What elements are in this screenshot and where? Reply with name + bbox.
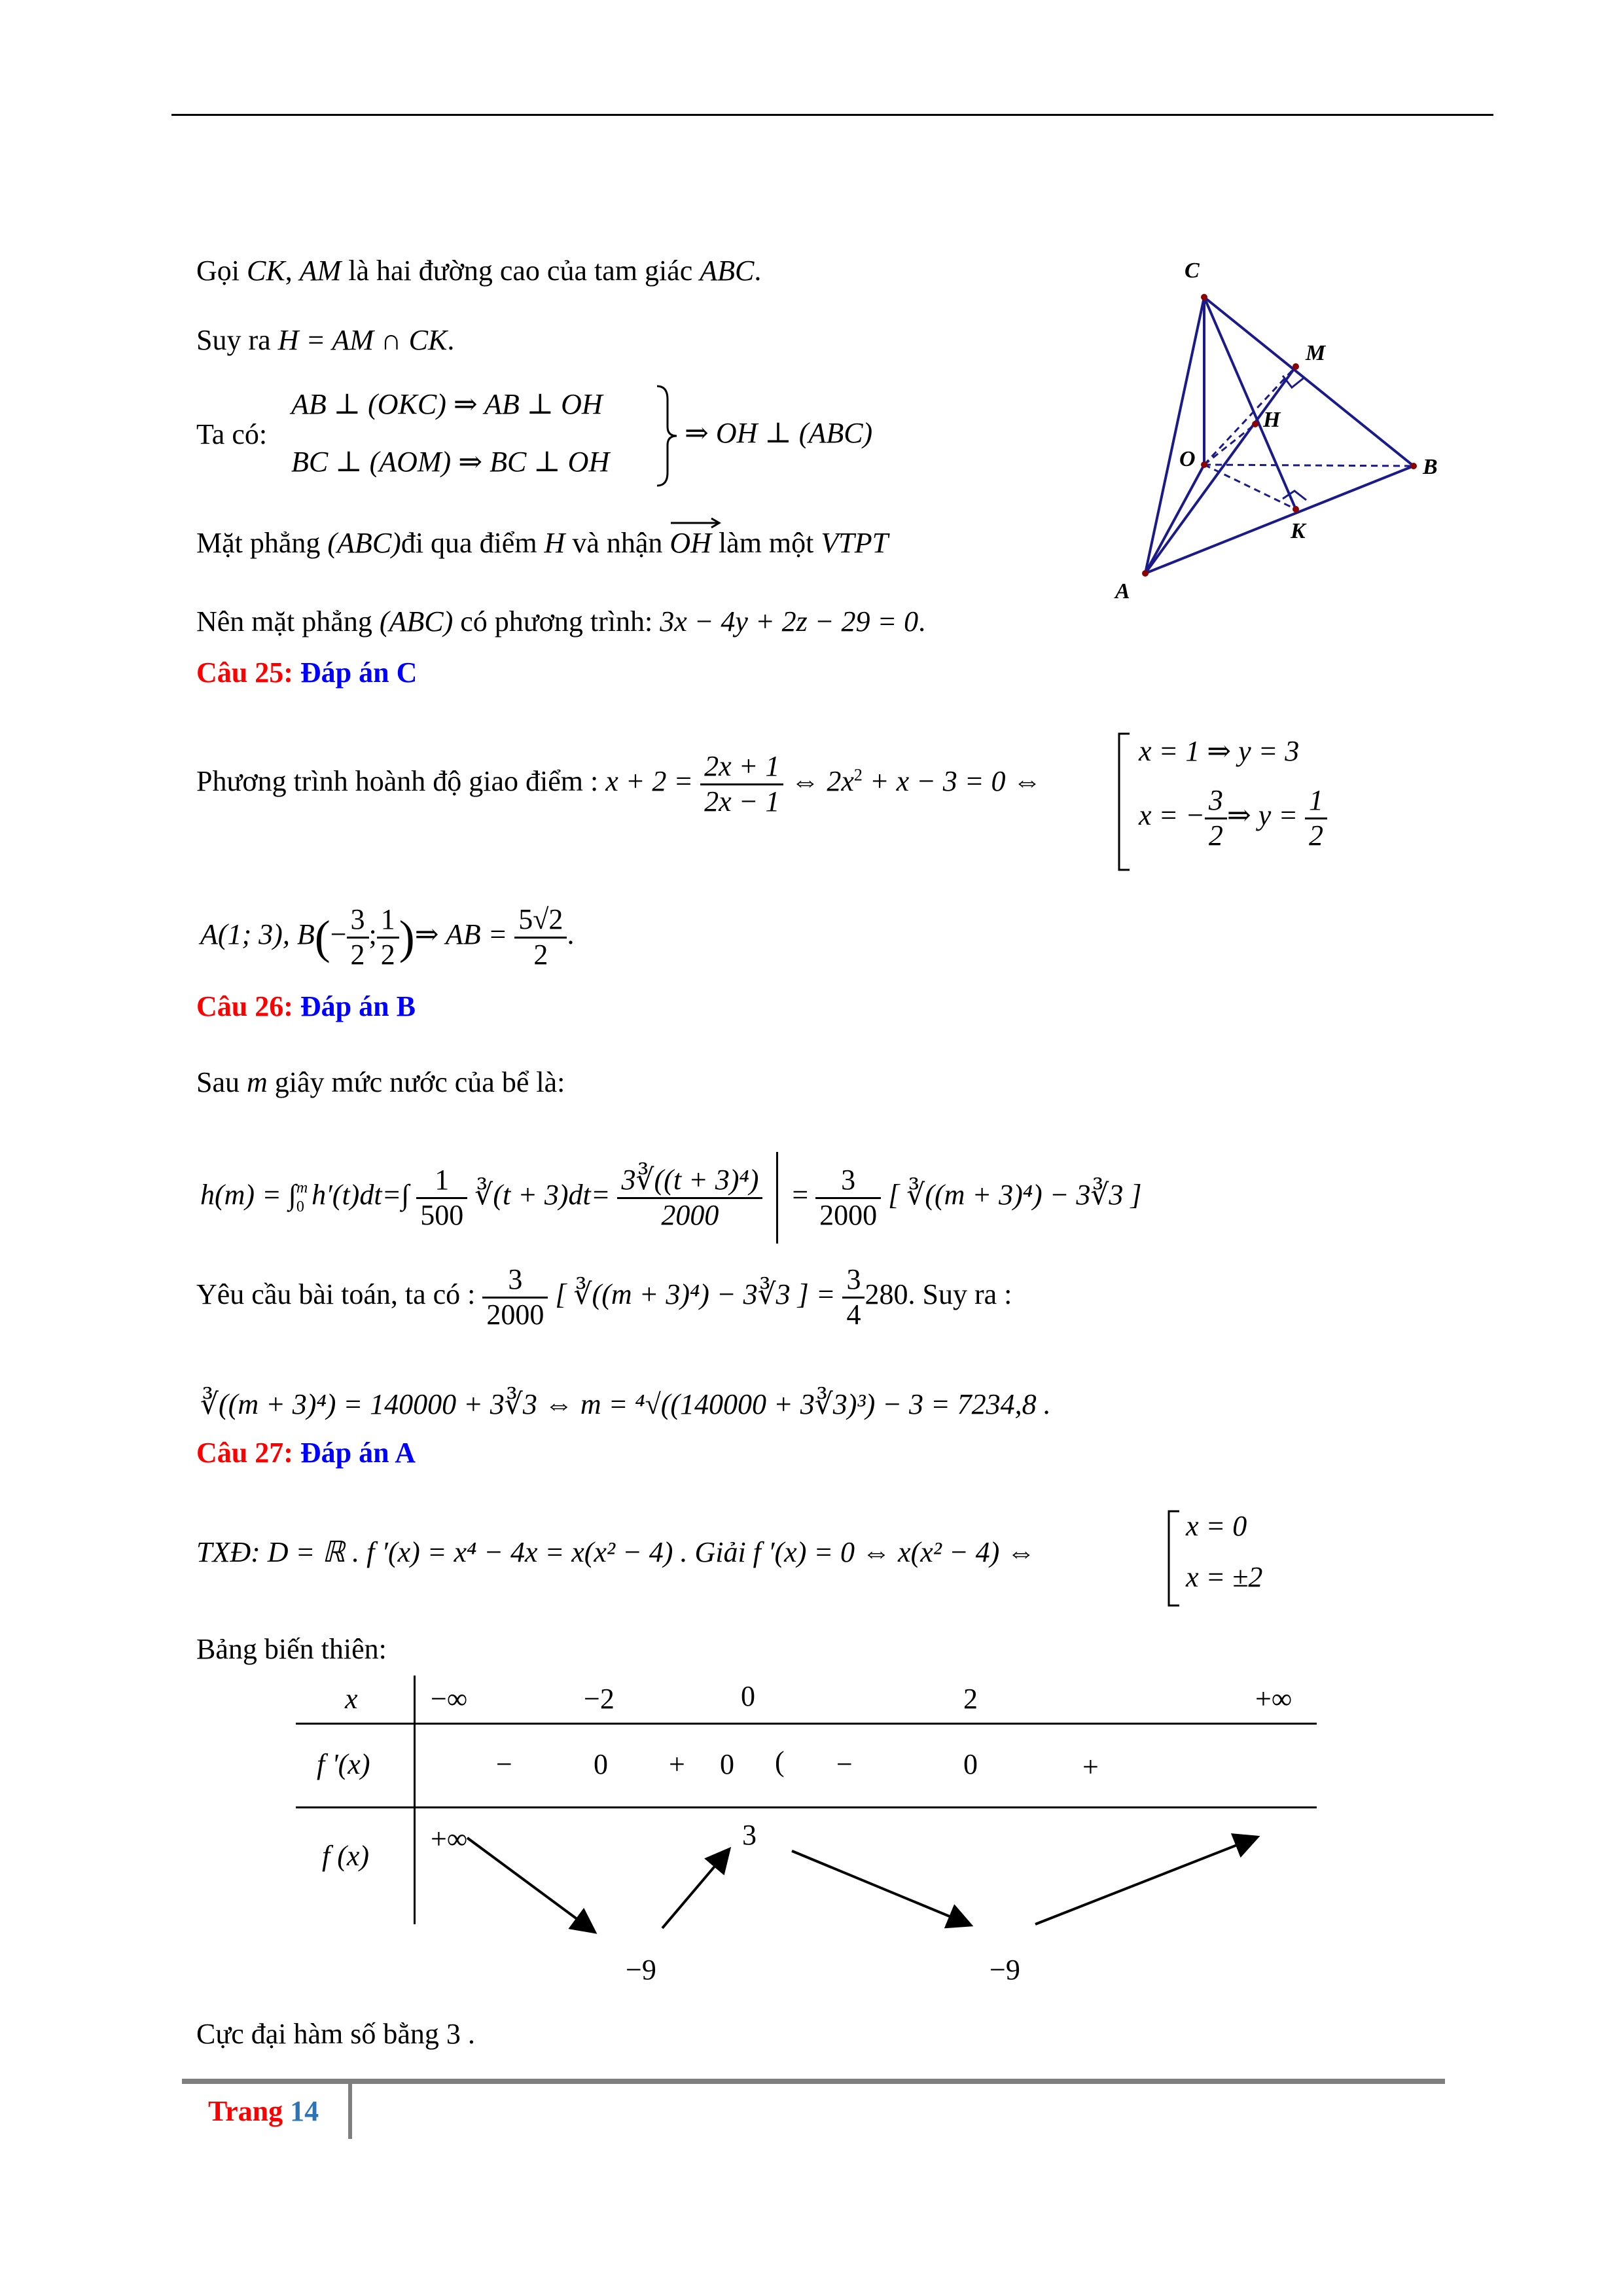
fp-sign-1: − [496,1748,512,1780]
q26-requirement-line: Yêu cầu bài toán, ta có : $\frac{3}{2000}$ [ ∛((m + 3)⁴) − 3∛3 ] = $\frac{3}{4}$ 280. Suy ra : [196,1263,1012,1331]
tetrahedron-figure [1106,255,1472,622]
q26-intro: Sau m giây mức nước của bể là: [196,1066,565,1098]
x-val-pos-inf: +∞ [1255,1683,1293,1715]
system-result: ⇒ OH ⊥ (ABC) [685,417,873,449]
q27-sys-row2: x = ±2 [1186,1561,1263,1593]
table-hline-1 [296,1723,1317,1725]
x-val-2: 2 [963,1683,978,1715]
edge-OM [1204,367,1296,465]
right-angle-M [1283,376,1305,387]
f-top-mid: 3 [742,1819,757,1851]
variation-table-label: Bảng biến thiên: [196,1633,387,1665]
label-H: H [1263,408,1281,432]
edge-CK [1204,297,1296,509]
q26-solution-line: ∛((m + 3)⁴) = 140000 + 3∛3 ⇔ m = ⁴√((140000 + 3∛3)³) − 3 = 7234,8 . [200,1388,1051,1420]
q26-heading: Câu 26: Đáp án B [196,990,416,1022]
text-line-altitudes: Gọi CK, AM là hai đường cao của tam giác ABC. [196,255,762,287]
variation-table [296,1676,1317,1986]
label-C: C [1185,259,1200,283]
footer-vrule [348,2084,352,2139]
x-val-0: 0 [741,1680,755,1712]
text-line-intersection: Suy ra H = AM ∩ CK. [196,324,455,356]
q25-result-line: A(1; 3), B(− $\frac{3}{2}$ ; $\frac{1}{2}$ )⇒ AB = $\frac{5√2}{2}$ . [200,903,575,971]
fp-zero-2: 0 [720,1748,734,1780]
f-top-left: +∞ [431,1823,468,1855]
q25-sys-row1: x = 1 ⇒ y = 3 [1139,735,1300,767]
q27-sys-row1: x = 0 [1186,1510,1247,1542]
q25-equation-line: Phương trình hoành độ giao điểm : x + 2 = $\frac{2x + 1}{2x - 1}$ ⇔ $2x^2 + x - 3 = 0$ ⇔ [196,750,1042,817]
q27-derivative-line: TXĐ: D = ℝ . f ′(x) = x⁴ − 4x = x(x² − 4) . Giải f ′(x) = 0 ⇔ x(x² − 4) ⇔ [196,1536,1036,1568]
row-label-f: f (x) [322,1840,370,1872]
x-val-neg-inf: −∞ [431,1683,468,1715]
fp-zero-1: 0 [594,1748,608,1780]
f-bottom-2: −9 [990,1954,1020,1986]
edge-OB [1204,465,1414,466]
x-val-neg2: −2 [584,1683,615,1715]
system-row-2: BC ⊥ (AOM) ⇒ BC ⊥ OH [291,446,610,478]
left-bracket [1116,732,1132,872]
arrow-increase-1 [662,1851,728,1928]
fp-sign-4: + [1082,1751,1099,1783]
label-A: A [1115,579,1130,603]
q25-sys-row2: x = − $\frac{3}{2}$ ⇒ y = $\frac{1}{2}$ [1139,784,1327,852]
fp-paren: ( [775,1746,785,1778]
right-brace [654,384,681,488]
variation-arrows [296,1806,1317,1937]
q25-heading: Câu 25: Đáp án C [196,656,418,689]
footer-rule [182,2079,1445,2084]
header-rule [171,114,1493,116]
q27-heading: Câu 27: Đáp án A [196,1437,416,1469]
q27-conclusion: Cực đại hàm số bằng 3 . [196,2018,475,2050]
label-O: O [1179,447,1196,471]
fp-sign-2: + [669,1748,685,1780]
arrow-decrease-1 [467,1838,593,1931]
f-bottom-1: −9 [626,1954,656,1986]
fp-zero-3: 0 [963,1748,978,1780]
arrow-decrease-2 [792,1851,969,1924]
arrow-increase-2 [1035,1838,1255,1924]
edge-OA [1145,465,1204,573]
fp-sign-3: − [836,1748,853,1780]
label-M: M [1306,341,1326,365]
text-line-plane-equation: Nên mặt phẳng (ABC) có phương trình: 3x − 4y + 2z − 29 = 0. [196,605,926,637]
text-line-plane-normal: Mặt phẳng (ABC)đi qua điểm H và nhận OH làm một VTPT [196,526,888,560]
label-B: B [1423,455,1438,479]
q27-left-bracket [1166,1509,1182,1607]
row-label-x: x [345,1683,358,1715]
label-K: K [1291,519,1306,543]
q26-integral-line: h(m) = ∫ m 0 h′(t)dt=∫ $\frac{1}{500}$ ∛(t + 3)dt= $\frac{\text{3∛((t + 3)⁴)}}{2000}$ = $\frac{3}{2000}$ [ ∛((m + 3)⁴) − 3∛3 ] [200,1152,1142,1244]
right-angle-K [1283,491,1306,500]
system-row-1: AB ⊥ (OKC) ⇒ AB ⊥ OH [291,388,603,420]
page-number: Trang 14 [208,2095,319,2127]
vector-arrow-icon [669,516,722,529]
ta-co-label: Ta có: [196,418,268,450]
row-label-fprime: f '(x) [317,1748,370,1780]
edge-OK [1204,465,1296,509]
